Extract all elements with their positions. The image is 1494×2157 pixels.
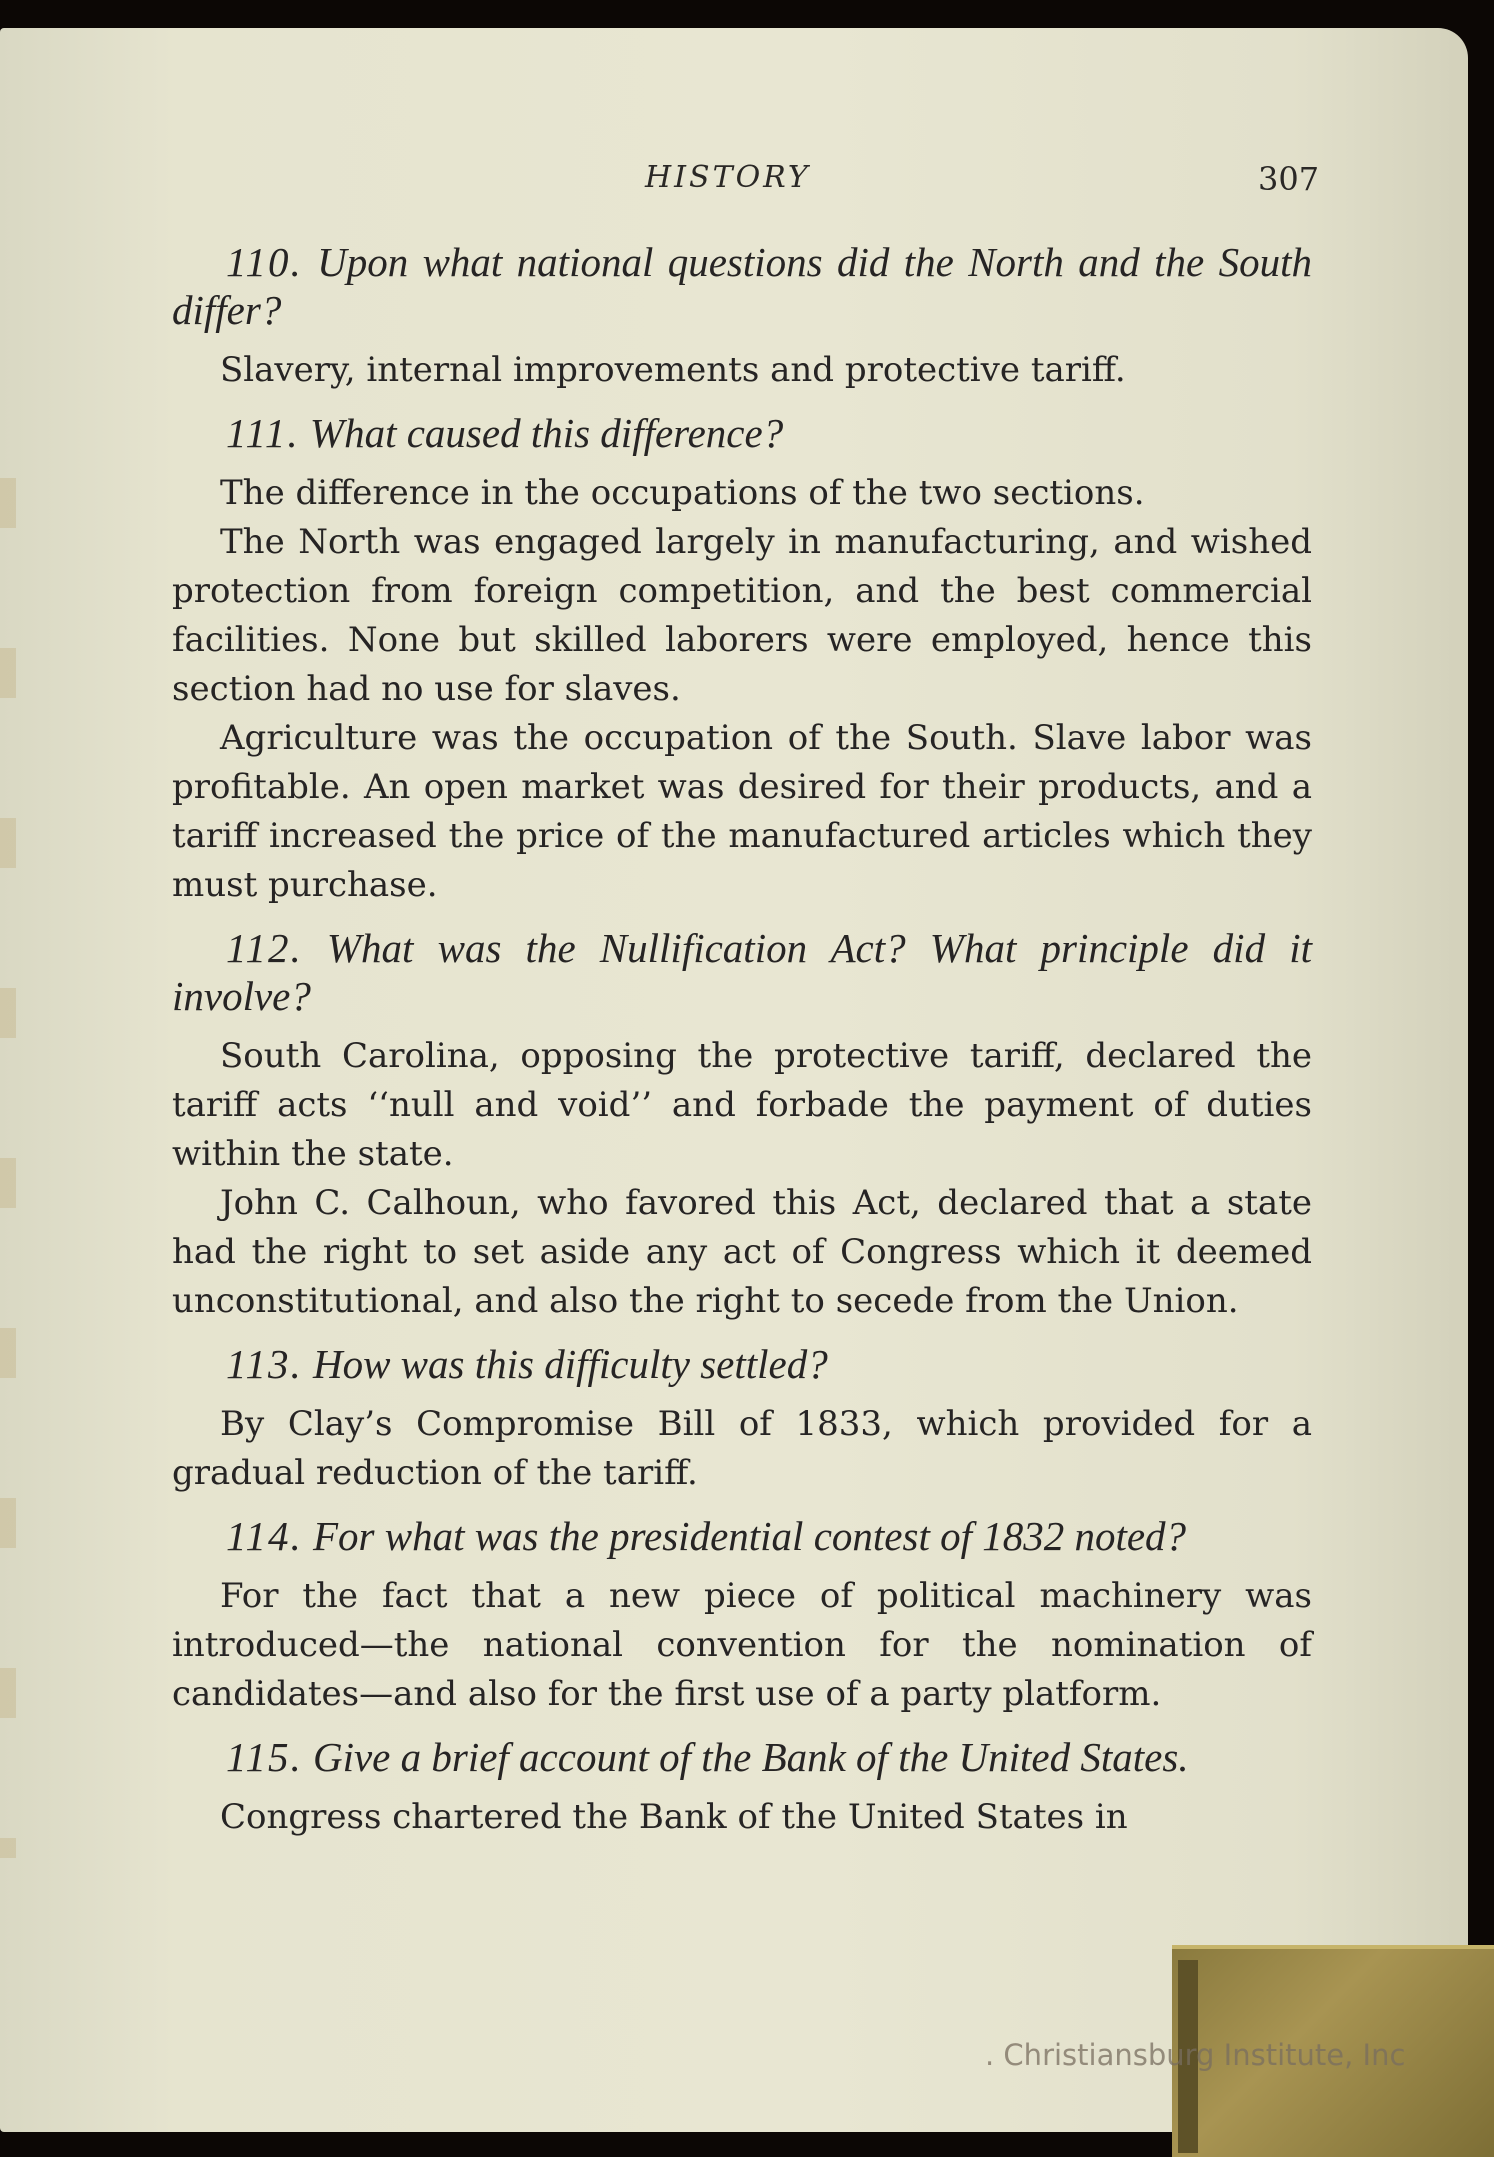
question-text: How was this difficulty settled? (312, 1341, 828, 1387)
running-head (0, 160, 1468, 210)
question-number: 115. (226, 1734, 303, 1780)
answer-paragraph: Congress chartered the Bank of the United States in (220, 1797, 1128, 1837)
question-text: What was the Nullification Act? What principle did it involve? (172, 925, 1313, 1019)
answer-paragraph: For the fact that a new piece of political machinery was introduced—the national convention for the nomination of candidates—and also for the first use of a party platform. (172, 1576, 1312, 1714)
page-edge-texture (0, 358, 16, 1858)
question-112 (172, 924, 1312, 1020)
question-111 (172, 409, 1312, 457)
answer-paragraph: By Clay’s Compromise Bill of 1833, which provided for a gradual reduction of the tariff. (172, 1404, 1312, 1493)
answer-paragraph: The difference in the occupations of the two sections. (220, 473, 1145, 513)
question-number: 114. (226, 1513, 303, 1559)
answer-paragraph: South Carolina, opposing the protective tariff, declared the tariff acts ‘‘null and void’’ and forbade the payment of duties within the state. (172, 1036, 1312, 1174)
answer-paragraph: John C. Calhoun, who favored this Act, declared that a state had the right to set aside any act of Congress which it deemed unconstitutional, and also the right to secede from the Union. (172, 1183, 1312, 1321)
question-text: Give a brief account of the Bank of the United States. (312, 1734, 1189, 1780)
question-number: 113. (226, 1341, 303, 1387)
question-110 (172, 238, 1312, 334)
question-number: 112. (226, 925, 303, 971)
page-content (172, 238, 1312, 1842)
question-115 (172, 1733, 1312, 1781)
page-number: 307 (1258, 160, 1320, 198)
question-number: 111. (226, 410, 300, 456)
watermark: . Christiansburg Institute, Inc (985, 2038, 1406, 2072)
question-text: For what was the presidential contest of 1832 noted? (312, 1513, 1187, 1559)
question-text: Upon what national questions did the North and the South differ? (172, 239, 1312, 333)
question-number: 110. (226, 239, 303, 285)
question-114 (172, 1512, 1312, 1560)
running-head-title: HISTORY (645, 160, 811, 195)
answer-paragraph: Slavery, internal improvements and protective tariff. (220, 350, 1126, 390)
question-text: What caused this difference? (309, 410, 784, 456)
answer-paragraph: Agriculture was the occupation of the South. Slave labor was profitable. An open market was desired for their products, and a tariff increased the price of the manufactured articles which they must purchase. (172, 718, 1312, 905)
answer-paragraph: The North was engaged largely in manufacturing, and wished protection from foreign competition, and the best commercial facilities. None but skilled laborers were employed, hence this section had no use for slaves. (172, 522, 1312, 709)
question-113 (172, 1340, 1312, 1388)
